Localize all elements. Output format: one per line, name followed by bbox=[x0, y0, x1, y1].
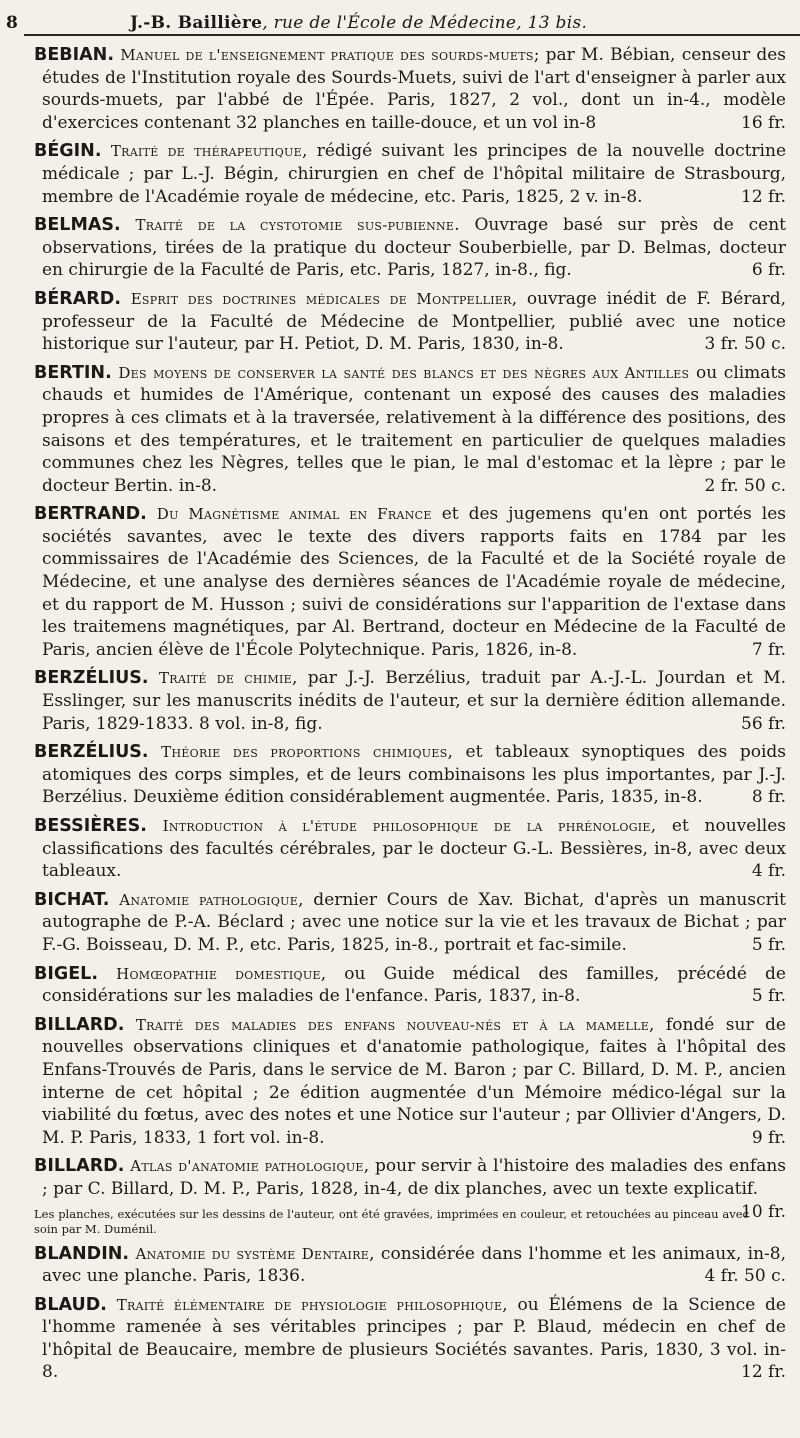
entry-author: BILLARD. bbox=[34, 1014, 125, 1035]
entry-title: Introduction à l'étude philosophique de la phrénologie bbox=[162, 817, 651, 835]
entry-author: BLAUD. bbox=[34, 1294, 107, 1315]
header-rule bbox=[24, 34, 800, 36]
catalogue-entry bbox=[34, 1014, 786, 1150]
entry-title: Anatomie du système Dentaire bbox=[135, 1244, 370, 1263]
entry-price: 56 fr. bbox=[741, 713, 786, 734]
entry-description: , ouvrage inédit de F. Bérard, professeur de la Faculté de Médecine de Montpellier, publié avec une notice historique sur l'auteur, par H. Petiot, D. M. Paris, 1830, in-8. bbox=[42, 288, 787, 355]
catalogue-body bbox=[34, 44, 786, 1390]
entry-description: , et tableaux synoptiques des poids atomiques des corps simples, et de leurs combinaisons les plus importantes, par J.-J. Berzélius. Deuxième édition considérablement augmentée. Paris, 1835, in-8. bbox=[42, 742, 786, 808]
entry-title: Manuel de l'enseignement pratique des sourds-muets bbox=[120, 46, 534, 64]
entry-price: 8 fr. bbox=[751, 787, 786, 808]
publisher-name: J.-B. Baillière bbox=[130, 13, 263, 33]
catalogue-entry bbox=[34, 963, 786, 1008]
entry-title: Traité de la cystotomie sus-pubienne bbox=[135, 216, 455, 235]
entry-title: Atlas d'anatomie pathologique bbox=[130, 1157, 364, 1176]
entry-author: BERZÉLIUS. bbox=[34, 742, 149, 763]
entry-author: BEBIAN. bbox=[34, 45, 114, 65]
entry-title: Traité des maladies des enfans nouveau-nés et à la mamelle bbox=[135, 1015, 650, 1034]
entry-description: , par J.-J. Berzélius, traduit par A.-J.-L. Jourdan et M. Esslinger, sur les manuscrits inédits de l'auteur, et sur la dernière édition allemande. Paris, 1829-1833. 8 vol. in-8, fig. bbox=[42, 668, 787, 734]
entry-author: BERZÉLIUS. bbox=[34, 668, 149, 689]
entry-description: , ou Élémens de la Science de l'homme ramenée à ses véritables principes ; par P. Blaud, médecin en chef de l'hôpital de Beaucaire, membre de plusieurs Sociétés savantes. Paris, 1830, 3 vol. in-8. bbox=[42, 1294, 786, 1383]
entry-price: 3 fr. 50 c. bbox=[704, 334, 786, 355]
entry-title: Traité de chimie bbox=[158, 669, 293, 688]
entry-description: . Ouvrage basé sur près de cent observations, tirées de la pratique du docteur Souberbielle, par D. Belmas, docteur en chirurgie de la Faculté de Paris, etc. Paris, 1827, in-8., fig. bbox=[42, 215, 786, 281]
entry-description: ; par M. Bébian, censeur des études de l'Institution royale des Sourds-Muets, suivi de l'art d'enseigner à parler aux sourds-muets, par l'abbé de l'Épée. Paris, 1827, 2 vol., dont un in-4., modèle d'exercices contenant 32 planches en taille-douce, et un vol in-8 bbox=[42, 45, 786, 133]
entry-title: Anatomie pathologique bbox=[119, 890, 299, 909]
entry-title: Homœopathie domestique bbox=[116, 964, 321, 983]
entry-description: , ou Guide médical des familles, précédé de considérations sur les maladies de l'enfance. Paris, 1837, in-8. bbox=[42, 963, 786, 1007]
entry-author: BÉRARD. bbox=[34, 288, 121, 309]
catalogue-entry bbox=[34, 889, 786, 957]
entry-author: BLANDIN. bbox=[34, 1243, 130, 1264]
entry-title: Du Magnétisme animal en France bbox=[156, 505, 432, 524]
page-number: 8 bbox=[6, 13, 18, 33]
entry-author: BESSIÈRES. bbox=[34, 816, 147, 836]
catalogue-entry bbox=[34, 667, 786, 735]
entry-price: 9 fr. bbox=[751, 1127, 786, 1148]
entry-author: BICHAT. bbox=[34, 889, 110, 910]
entry-title: Esprit des doctrines médicales de Montpellier bbox=[130, 289, 512, 308]
catalogue-entry bbox=[34, 741, 786, 809]
catalogue-entry bbox=[34, 214, 786, 282]
entry-description: , fondé sur de nouvelles observations cliniques et d'anatomie pathologique, faites à l'hôpital des Enfans-Trouvés de Paris, dans le service de M. Baron ; par C. Billard, D. M. P., ancien interne de cet hôpital ; 2e édition augmentée d'un Mémoire médico-légal sur la viabilité du fœtus, avec des notes et une Notice sur l'auteur ; par Ollivier d'Angers, D. M. P. Paris, 1833, 1 fort vol. in-8. bbox=[42, 1014, 786, 1148]
catalogue-entry bbox=[34, 288, 786, 356]
entry-description: ou climats chauds et humides de l'Amérique, contenant un exposé des causes des maladies propres à ces climats et à la traversée, relativement à la différence des positions, des saisons et des températures, et le traitement en particulier de quelques maladies communes chez les Nègres, telles que le pian, le mal d'estomac et la lèpre ; par le docteur Bertin. in-8. bbox=[42, 362, 786, 496]
entry-author: BÉGIN. bbox=[34, 141, 102, 162]
entry-price: 12 fr. bbox=[741, 186, 786, 207]
entry-price: 7 fr. bbox=[751, 639, 786, 660]
entry-price: 4 fr. 50 c. bbox=[704, 1266, 786, 1287]
entry-description: , rédigé suivant les principes de la nouvelle doctrine médicale ; par L.-J. Bégin, chirurgien en chef de l'hôpital militaire de Strasbourg, membre de l'Académie royale de médecine, etc. Paris, 1825, 2 v. in-8. bbox=[42, 141, 786, 207]
entry-title: Traité de thérapeutique bbox=[110, 142, 302, 161]
entry-description: , considérée dans l'homme et les animaux, in-8, avec une planche. Paris, 1836. bbox=[42, 1243, 786, 1287]
entry-price: 6 fr. bbox=[751, 260, 786, 281]
catalogue-entry bbox=[34, 140, 786, 208]
entry-title: Des moyens de conserver la santé des blancs et des nègres aux Antilles bbox=[118, 363, 690, 382]
entry-title: Théorie des proportions chimiques bbox=[161, 743, 448, 762]
entry-price: 12 fr. bbox=[741, 1362, 786, 1383]
entry-description: , dernier Cours de Xav. Bichat, d'après un manuscrit autographe de P.-A. Béclard ; avec une notice sur la vie et les travaux de Bichat ; par F.-G. Boisseau, D. M. P., etc. Paris, 1825, in-8., portrait et fac-simile. bbox=[42, 889, 786, 955]
catalogue-entry bbox=[34, 503, 786, 661]
entry-title: Traité élémentaire de physiologie philosophique bbox=[116, 1295, 503, 1314]
running-title bbox=[130, 12, 587, 34]
footnote: Les planches, exécutées sur les dessins de l'auteur, ont été gravées, imprimées en couleur, et retouchées au pinceau avec soin par M. Duménil. bbox=[34, 1206, 749, 1236]
catalogue-entry bbox=[34, 815, 786, 883]
catalogue-entry bbox=[34, 1243, 786, 1288]
entry-author: BILLARD. bbox=[34, 1156, 125, 1177]
entry-description: et des jugemens qu'en ont portés les sociétés savantes, avec le texte des divers rapports faits en 1784 par les commissaires de l'Académie des Sciences, de la Faculté et de la Société royale de Médecine, et une analyse des dernières séances de l'Académie royale de médecine, et du rapport de M. Husson ; suivi de considérations sur l'apparition de l'extase dans les traitemens magnétiques, par Al. Bertrand, docteur en Médecine de la Faculté de Paris, ancien élève de l'École Polytechnique. Paris, 1826, in-8. bbox=[42, 504, 786, 660]
entry-description: , pour servir à l'histoire des maladies des enfans ; par C. Billard, D. M. P., Paris, 1828, in-4, de dix planches, avec un texte explicatif. bbox=[42, 1156, 787, 1199]
entry-price: 5 fr. bbox=[751, 986, 786, 1007]
entry-price: 4 fr. bbox=[751, 861, 786, 882]
entry-price: 10 fr. bbox=[741, 1201, 786, 1222]
catalogue-entry bbox=[34, 44, 786, 134]
entry-description: , et nouvelles classifications des facultés cérébrales, par le docteur G.-L. Bessières, in-8, avec deux tableaux. bbox=[42, 816, 787, 882]
entry-price: 16 fr. bbox=[741, 112, 786, 133]
publisher-address: , rue de l'École de Médecine, 13 bis. bbox=[262, 13, 588, 33]
entry-author: BIGEL. bbox=[34, 963, 98, 984]
entries-list-after bbox=[34, 1243, 786, 1385]
entry-author: BERTRAND. bbox=[34, 504, 147, 525]
entry-author: BERTIN. bbox=[34, 362, 112, 383]
catalogue-entry bbox=[34, 1294, 786, 1384]
entry-price: 2 fr. 50 c. bbox=[704, 475, 786, 496]
catalogue-entry bbox=[34, 362, 786, 498]
entry-price: 5 fr. bbox=[751, 934, 786, 955]
entry-author: BELMAS. bbox=[34, 215, 121, 236]
